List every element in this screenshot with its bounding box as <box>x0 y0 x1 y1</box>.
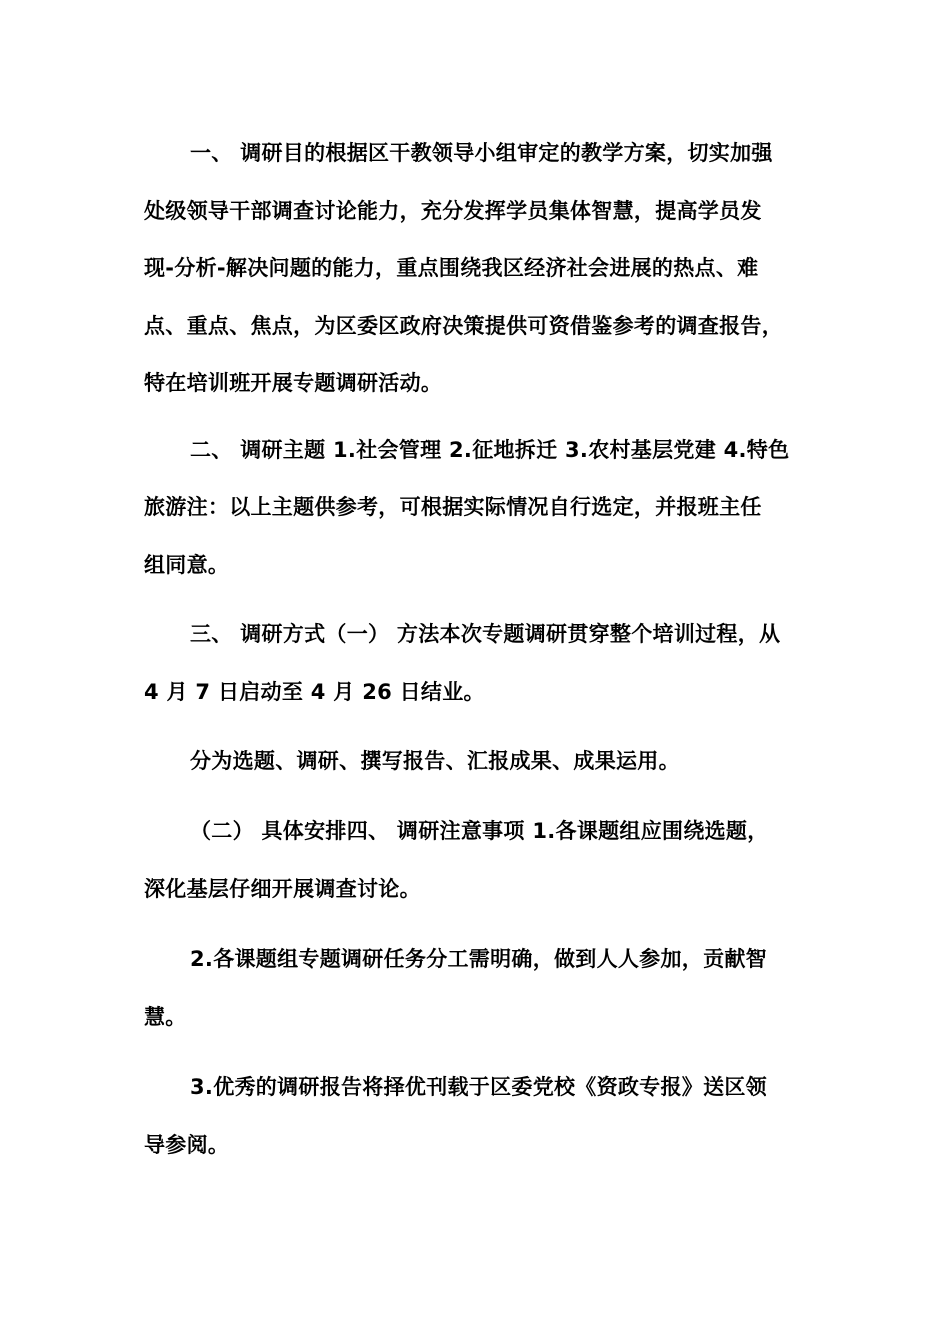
paragraph-1-line-3: 现-分析-解决问题的能力，重点围绕我区经济社会进展的热点、难 <box>144 256 759 280</box>
paragraph-5-line-1: （二） 具体安排四、 调研注意事项 1.各课题组应围绕选题， <box>190 819 769 843</box>
paragraph-6-line-2: 慧。 <box>144 1005 187 1029</box>
paragraph-4-line-1: 分为选题、调研、撰写报告、汇报成果、成果运用。 <box>190 749 680 773</box>
paragraph-5-line-2: 深化基层仔细开展调查讨论。 <box>144 877 421 901</box>
paragraph-2-line-1: 二、 调研主题 1.社会管理 2.征地拆迁 3.农村基层党建 4.特色 <box>190 438 790 462</box>
paragraph-3-line-1: 三、 调研方式（一） 方法本次专题调研贯穿整个培训过程，从 <box>190 622 781 646</box>
paragraph-2-line-3: 组同意。 <box>144 553 230 577</box>
paragraph-3-line-2: 4 月 7 日启动至 4 月 26 日结业。 <box>144 680 485 704</box>
paragraph-1-line-4: 点、重点、焦点，为区委区政府决策提供可资借鉴参考的调查报告， <box>144 314 783 338</box>
paragraph-1-line-1: 一、 调研目的根据区干教领导小组审定的教学方案，切实加强 <box>190 141 773 165</box>
paragraph-2-line-2: 旅游注：以上主题供参考，可根据实际情况自行选定，并报班主任 <box>144 495 762 519</box>
paragraph-7-line-2: 导参阅。 <box>144 1133 230 1157</box>
paragraph-6-line-1: 2.各课题组专题调研任务分工需明确，做到人人参加，贡献智 <box>190 947 767 971</box>
paragraph-1-line-5: 特在培训班开展专题调研活动。 <box>144 371 443 395</box>
paragraph-7-line-1: 3.优秀的调研报告将择优刊载于区委党校《资政专报》送区领 <box>190 1075 767 1099</box>
paragraph-1-line-2: 处级领导干部调查讨论能力，充分发挥学员集体智慧，提高学员发 <box>144 199 762 223</box>
